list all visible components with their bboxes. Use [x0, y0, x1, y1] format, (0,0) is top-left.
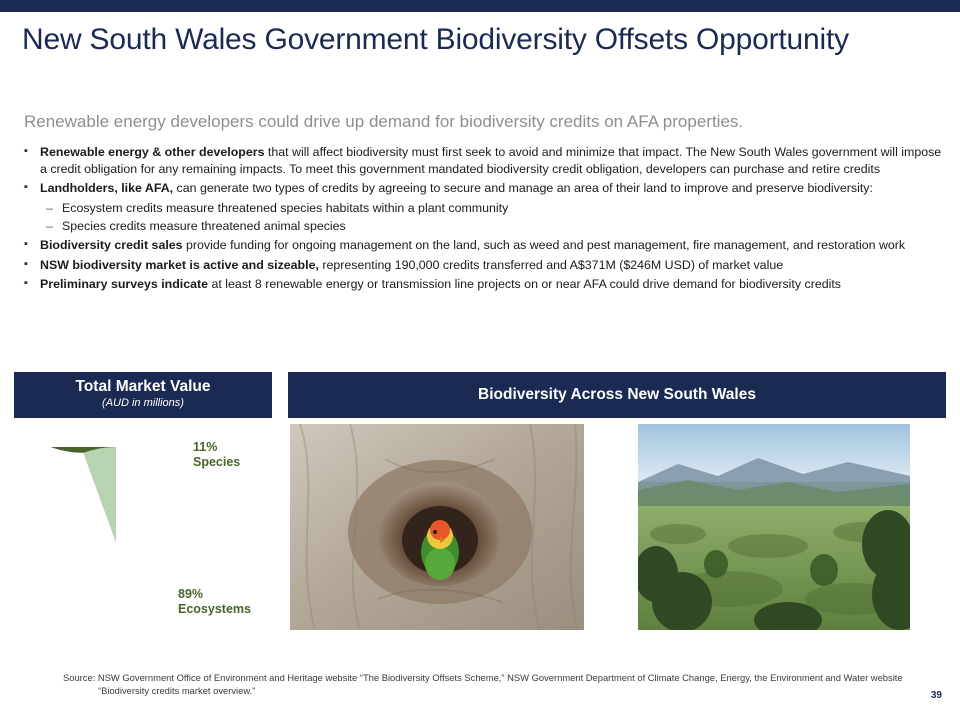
- chart-title: Total Market Value: [75, 378, 211, 395]
- sub-list-item: [22, 218, 948, 235]
- chart-subtitle: (AUD in millions): [102, 397, 184, 409]
- list-item: [22, 237, 948, 254]
- source-line-1: Source: NSW Government Office of Environment and Heritage website “The Biodiversity Offsets Scheme,” NSW Government Department of Climate Change, Energy, the Environment and Water website: [63, 672, 903, 683]
- bullet-body-text: that will affect biodiversity must first seek to avoid and minimize that impact. The New South Wales government will impose a credit obligation for any remaining impacts. To meet this government mandated biodiversity credit obligation, developers can purchase and retire credits: [40, 145, 942, 176]
- photos-panel-header: Biodiversity Across New South Wales: [288, 372, 946, 418]
- bullet-lead-text: Biodiversity credit sales: [40, 237, 183, 252]
- pie-value-label-species: $42: [155, 522, 181, 539]
- bullet-lead-text: Landholders, like AFA,: [40, 181, 174, 196]
- list-item: [22, 180, 948, 197]
- source-note: [63, 672, 913, 697]
- list-item: [22, 276, 948, 293]
- bullet-lead-text: NSW biodiversity market is active and sizeable,: [40, 257, 319, 272]
- pie-value-label-ecosystems: $329: [72, 600, 108, 617]
- list-item: [22, 144, 948, 177]
- source-line-2: “Biodiversity credits market overview.”: [98, 684, 256, 696]
- chart-header: [14, 372, 272, 418]
- pie-legend-species-name: Species: [193, 455, 241, 469]
- rolling-green-valley-landscape-photo: [638, 424, 910, 630]
- biodiversity-photos-panel: [288, 372, 946, 634]
- bullet-body-text: provide funding for ongoing management on the land, such as weed and pest management, fire management, and restoration work: [182, 237, 906, 252]
- landscape-photo-svg: [638, 424, 910, 630]
- top-accent-bar: [0, 0, 960, 12]
- list-item: [22, 257, 948, 274]
- parrot-photo-svg: [290, 424, 584, 630]
- page-title: New South Wales Government Biodiversity Offsets Opportunity: [22, 23, 849, 56]
- bullet-body-text: at least 8 renewable energy or transmission line projects on or near AFA could drive demand for biodiversity credits: [208, 277, 841, 292]
- bullet-body-text: representing 190,000 credits transferred and A$371M ($246M USD) of market value: [318, 257, 784, 272]
- pie-legend-ecosystems-pct: 89%: [178, 587, 204, 601]
- pie-legend-species-pct: 11%: [193, 440, 218, 454]
- pie-legend-species: [193, 440, 240, 470]
- bullet-list: [22, 144, 948, 296]
- bullet-body-text: can generate two types of credits by agreeing to secure and manage an area of their land to improve and preserve biodiversity:: [173, 181, 873, 196]
- page-number: 39: [930, 690, 942, 701]
- bullet-lead-text: Preliminary surveys indicate: [40, 277, 209, 292]
- pie-legend-ecosystems-name: Ecosystems: [178, 602, 251, 616]
- bullet-body-text: Ecosystem credits measure threatened species habitats within a plant community: [62, 200, 509, 215]
- pie-slice-species: [84, 447, 117, 542]
- bullet-body-text: Species credits measure threatened animal species: [62, 219, 346, 234]
- sub-list-item: [22, 200, 948, 217]
- pie-legend-ecosystems: [178, 587, 251, 617]
- page-subtitle: Renewable energy developers could drive up demand for biodiversity credits on AFA properties.: [24, 112, 744, 131]
- parrot-in-tree-hollow-photo: [290, 424, 584, 630]
- bullet-lead-text: Renewable energy & other developers: [40, 145, 265, 159]
- photo-row: [288, 424, 946, 632]
